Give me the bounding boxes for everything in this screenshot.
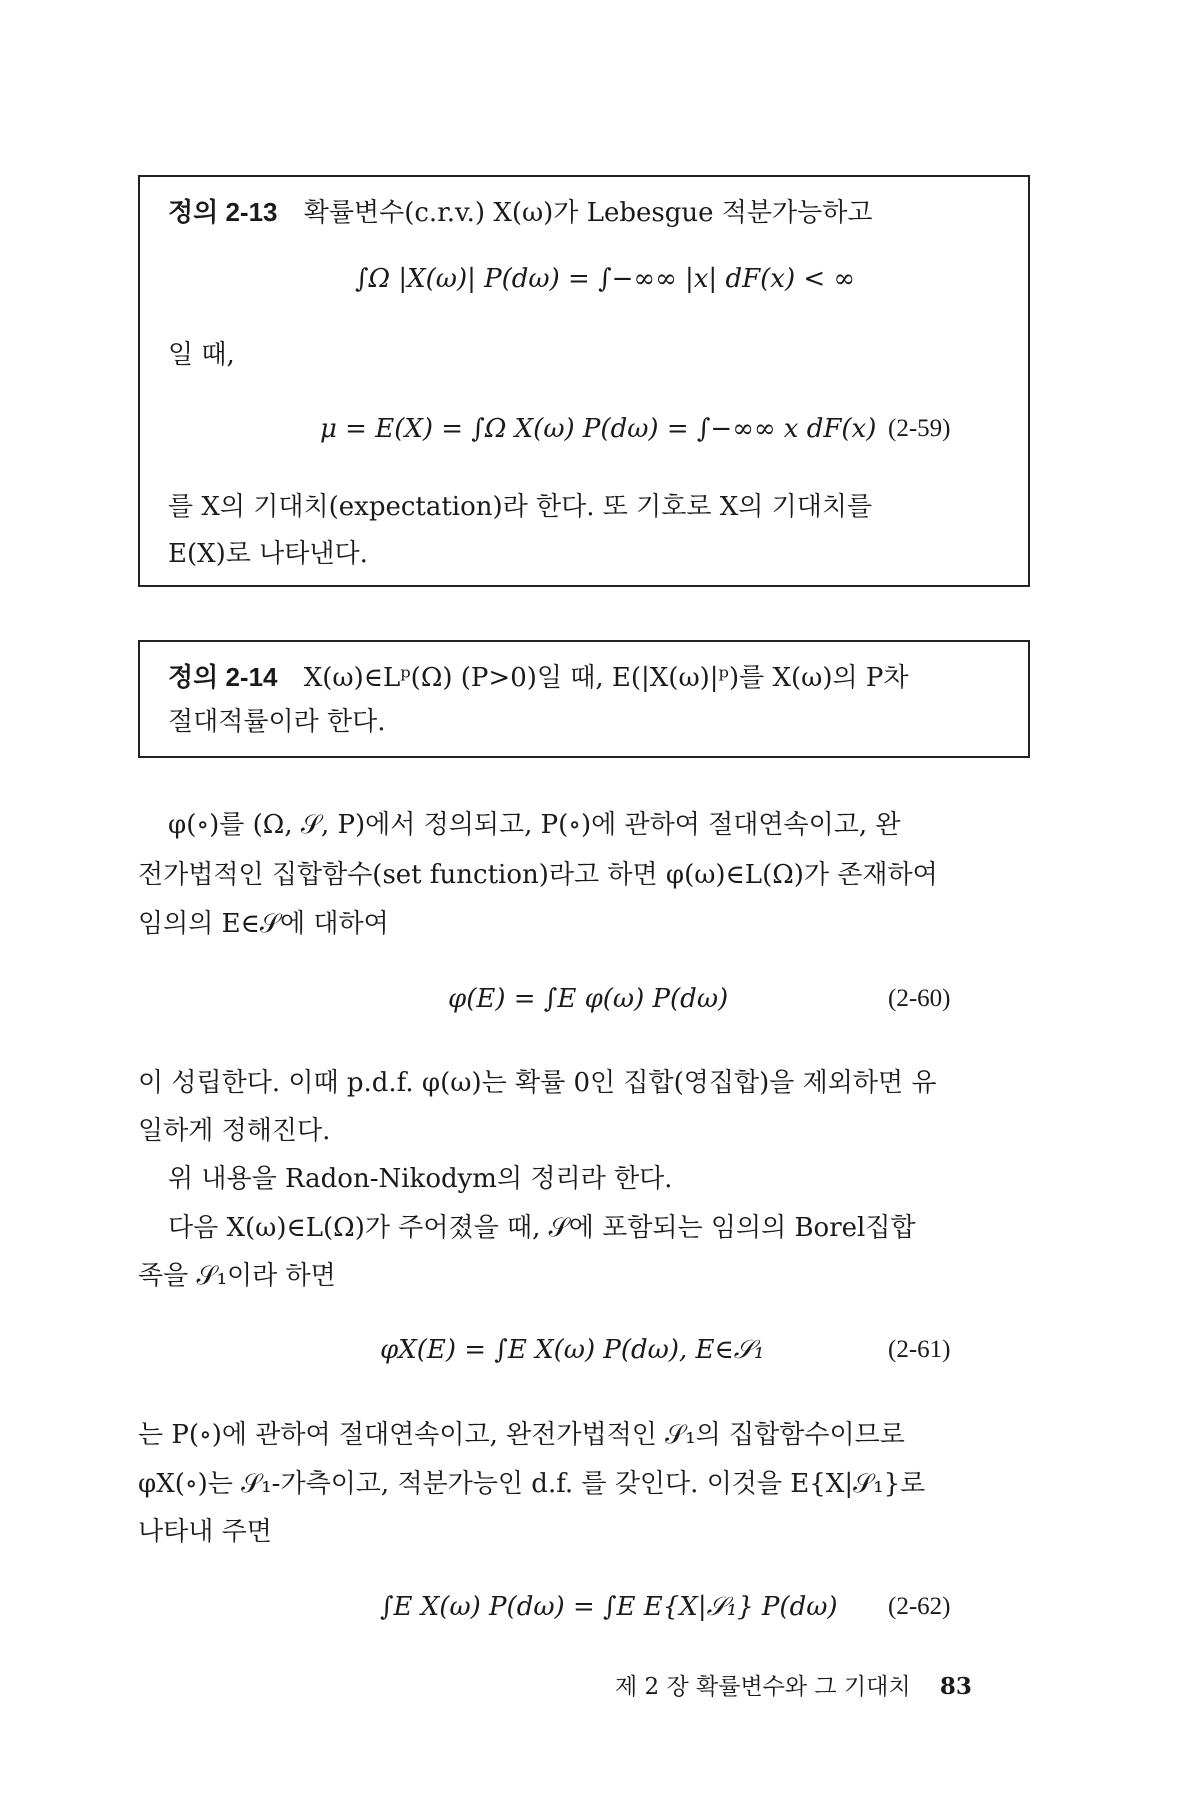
paragraph-line: 나타내 주면 <box>138 1517 272 1547</box>
paragraph-line: 전가법적인 집합함수(set function)라고 하면 φ(ω)∈L(Ω)가 존재하여 <box>138 860 938 890</box>
definition-text: 확률변수(c.r.v.) X(ω)가 Lebesgue 적분가능하고 <box>303 198 873 228</box>
definition-label: 정의 2-14 <box>168 662 278 692</box>
definition-2-14-first-line <box>168 660 908 695</box>
chapter-title: 제 2 장 확률변수와 그 기대치 <box>615 1674 911 1700</box>
definition-text: 절대적률이라 한다. <box>168 707 386 737</box>
definition-box-2-13 <box>138 175 1030 587</box>
definition-text: X(ω)∈Lᵖ(Ω) (P>0)일 때, E(|X(ω)|ᵖ)를 X(ω)의 P차 <box>303 663 909 693</box>
definition-box-2-14 <box>138 640 1030 758</box>
definition-label: 정의 2-13 <box>168 197 278 227</box>
equation-2-61: φX(E) = ∫E X(ω) P(dω), E∈𝒮₁ <box>380 1335 765 1365</box>
equation-2-60: φ(E) = ∫E φ(ω) P(dω) <box>448 984 729 1014</box>
definition-text: 일 때, <box>168 340 235 370</box>
paragraph-line: φX(∘)는 𝒮₁-가측이고, 적분가능인 d.f. 를 갖인다. 이것을 E{X|𝒮₁}로 <box>138 1469 926 1499</box>
paragraph-line: 이 성립한다. 이때 p.d.f. φ(ω)는 확률 0인 집합(영집합)을 제외하면 유 <box>138 1068 937 1098</box>
running-footer <box>615 1672 972 1702</box>
paragraph-line: φ(∘)를 (Ω, 𝒮, P)에서 정의되고, P(∘)에 관하여 절대연속이고, 완 <box>168 810 901 840</box>
equation-number: (2-62) <box>888 1593 951 1620</box>
paragraph-line: 다음 X(ω)∈L(Ω)가 주어졌을 때, 𝒮에 포함되는 임의의 Borel집합 <box>168 1213 916 1243</box>
equation-expectation: μ = E(X) = ∫Ω X(ω) P(dω) = ∫−∞∞ x dF(x) <box>320 414 877 444</box>
paragraph-line: 위 내용을 Radon-Nikodym의 정리라 한다. <box>168 1164 673 1194</box>
definition-text: 를 X의 기대치(expectation)라 한다. 또 기호로 X의 기대치를 <box>168 492 873 522</box>
paragraph-line: 일하게 정해진다. <box>138 1116 331 1146</box>
definition-2-13-first-line <box>168 195 872 230</box>
equation-number: (2-59) <box>888 415 951 442</box>
paragraph-line: 족을 𝒮₁이라 하면 <box>138 1261 336 1291</box>
equation-2-62: ∫E X(ω) P(dω) = ∫E E{X|𝒮₁} P(dω) <box>380 1592 838 1622</box>
equation-integrability-condition: ∫Ω |X(ω)| P(dω) = ∫−∞∞ |x| dF(x) < ∞ <box>355 264 856 294</box>
page-number: 83 <box>939 1673 972 1700</box>
equation-number: (2-60) <box>888 985 951 1012</box>
equation-number: (2-61) <box>888 1336 951 1363</box>
definition-text: E(X)로 나타낸다. <box>168 539 368 569</box>
paragraph-line: 는 P(∘)에 관하여 절대연속이고, 완전가법적인 𝒮₁의 집합함수이므로 <box>138 1420 905 1450</box>
paragraph-line: 임의의 E∈𝒮에 대하여 <box>138 909 389 939</box>
